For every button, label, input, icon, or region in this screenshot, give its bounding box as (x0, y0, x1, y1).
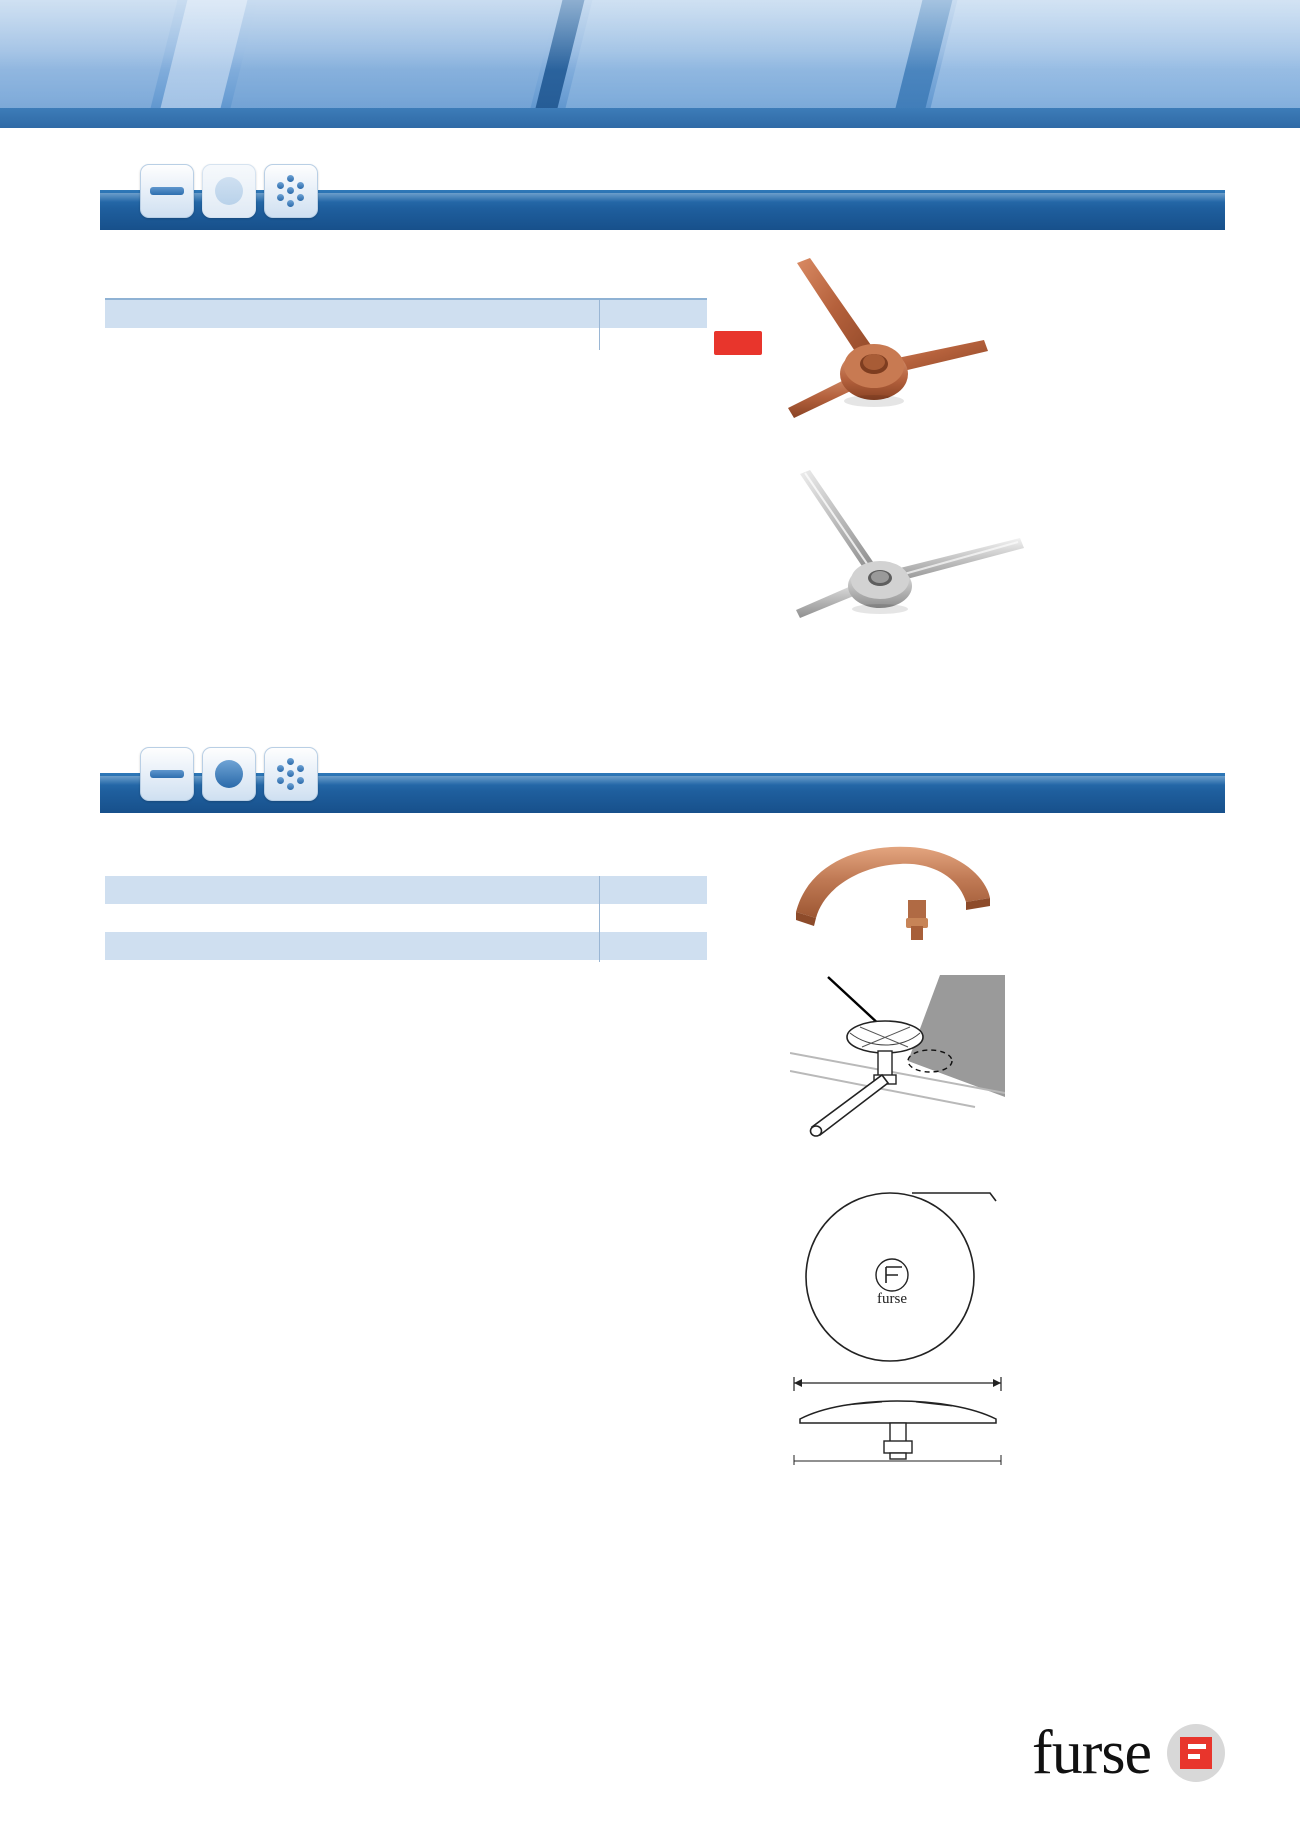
installation-diagram (790, 975, 1005, 1165)
round-conductor-icon[interactable] (202, 164, 256, 218)
plan-view-drawing (790, 1185, 1005, 1370)
table-row (105, 904, 707, 932)
table-column-rule (599, 876, 600, 962)
copper-air-terminal-base-photo (790, 840, 1000, 950)
circle-glyph (215, 177, 243, 205)
dots-glyph (275, 758, 307, 790)
banner-bottom-strip (0, 108, 1300, 128)
furse-f-glyph (1180, 1737, 1212, 1769)
section-1-header-bar (100, 190, 1225, 230)
dots-glyph (275, 175, 307, 207)
circle-glyph (215, 760, 243, 788)
furse-wordmark: furse (1032, 1719, 1151, 1787)
tape-bar-icon[interactable] (140, 747, 194, 801)
tape-bar-icon[interactable] (140, 164, 194, 218)
furse-f-notch (1188, 1754, 1200, 1759)
table-column-rule (599, 300, 600, 350)
bar-glyph (150, 187, 184, 195)
stranded-conductor-icon[interactable] (264, 747, 318, 801)
furse-f-notch (1188, 1744, 1206, 1749)
section-2-table (105, 876, 707, 960)
top-banner-image (0, 0, 1300, 128)
section-2-icon-group (140, 747, 318, 801)
copper-tee-clamp-photo (762, 258, 992, 438)
round-conductor-icon[interactable] (202, 747, 256, 801)
table-row (105, 876, 707, 904)
steel-tee-clamp-photo (762, 468, 1032, 640)
red-marker (714, 331, 762, 355)
section-1-table (105, 298, 707, 328)
table-row (105, 300, 707, 328)
bar-glyph (150, 770, 184, 778)
elevation-view-drawing (786, 1375, 1011, 1465)
furse-logo (1032, 1719, 1225, 1787)
furse-mark-icon (1167, 1724, 1225, 1782)
table-row (105, 932, 707, 960)
stranded-conductor-icon[interactable] (264, 164, 318, 218)
section-1-icon-group (140, 164, 318, 218)
svg-text:furse: furse (877, 1291, 907, 1307)
section-2-header-bar (100, 773, 1225, 813)
